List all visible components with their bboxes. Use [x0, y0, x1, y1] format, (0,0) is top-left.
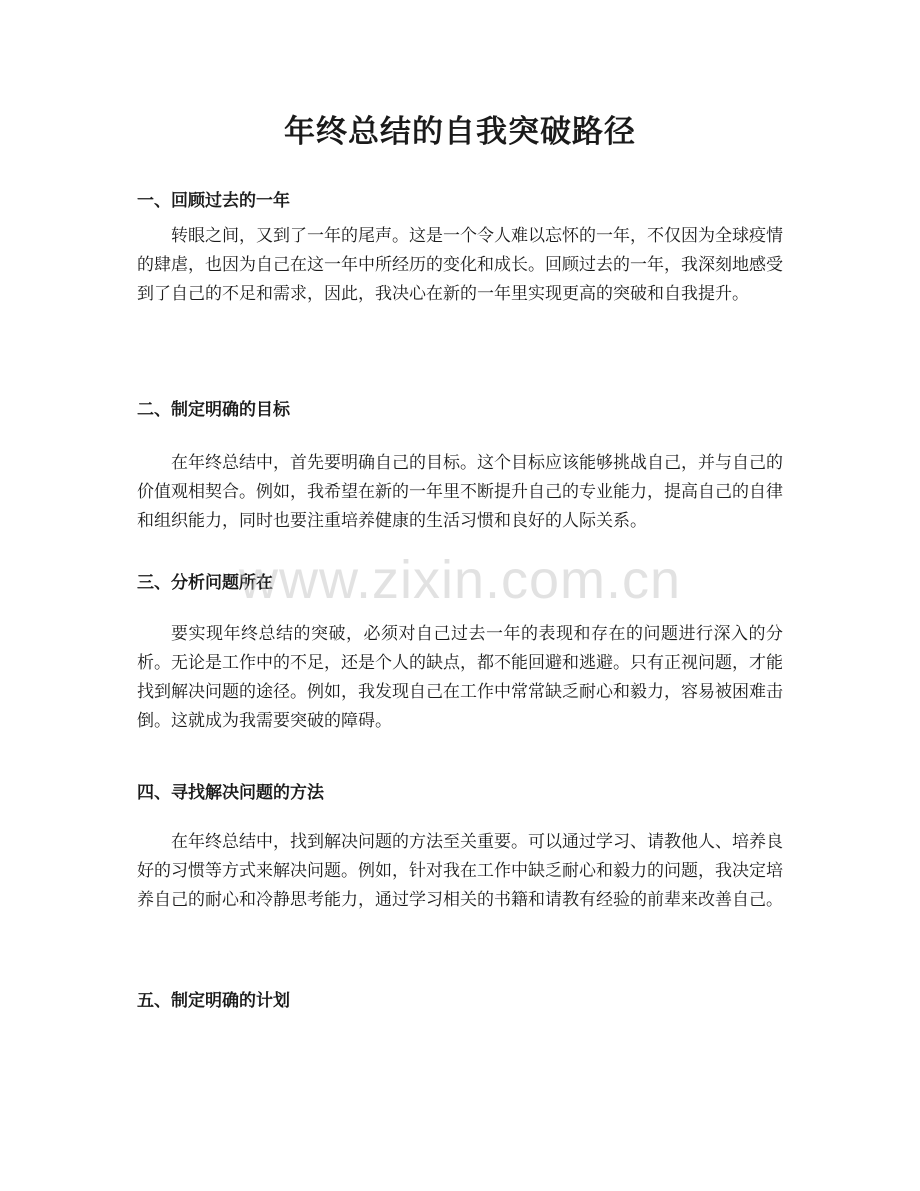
section-heading-2: 二、制定明确的目标 [137, 400, 290, 420]
section-heading-1: 一、回顾过去的一年 [137, 191, 290, 211]
watermark: www.zixin.com.cn [238, 550, 682, 610]
document-title: 年终总结的自我突破路径 [284, 114, 636, 150]
section-paragraph-2: 在年终总结中，首先要明确自己的目标。这个目标应该能够挑战自己，并与自己的价值观相契合。例如，我希望在新的一年里不断提升自己的专业能力，提高自己的自律和组织能力，同时也要注重培养健康的生活习惯和良好的人际关系。 [137, 453, 783, 531]
section-heading-4: 四、寻找解决问题的方法 [137, 783, 324, 803]
section-paragraph-1: 转眼之间，又到了一年的尾声。这是一个令人难以忘怀的一年，不仅因为全球疫情的肆虐，也因为自己在这一年中所经历的变化和成长。回顾过去的一年，我深刻地感受到了自己的不足和需求，因此，我决心在新的一年里实现更高的突破和自我提升。 [137, 226, 783, 304]
section-heading-5: 五、制定明确的计划 [137, 991, 290, 1011]
section-heading-3: 三、分析问题所在 [137, 573, 273, 593]
section-paragraph-3: 要实现年终总结的突破，必须对自己过去一年的表现和存在的问题进行深入的分析。无论是工作中的不足，还是个人的缺点，都不能回避和逃避。只有正视问题，才能找到解决问题的途径。例如，我发现自己在工作中常常缺乏耐心和毅力，容易被困难击倒。这就成为我需要突破的障碍。 [137, 624, 783, 731]
section-paragraph-4: 在年终总结中，找到解决问题的方法至关重要。可以通过学习、请教他人、培养良好的习惯等方式来解决问题。例如，针对我在工作中缺乏耐心和毅力的问题，我决定培养自己的耐心和冷静思考能力，通过学习相关的书籍和请教有经验的前辈来改善自己。 [137, 832, 783, 910]
